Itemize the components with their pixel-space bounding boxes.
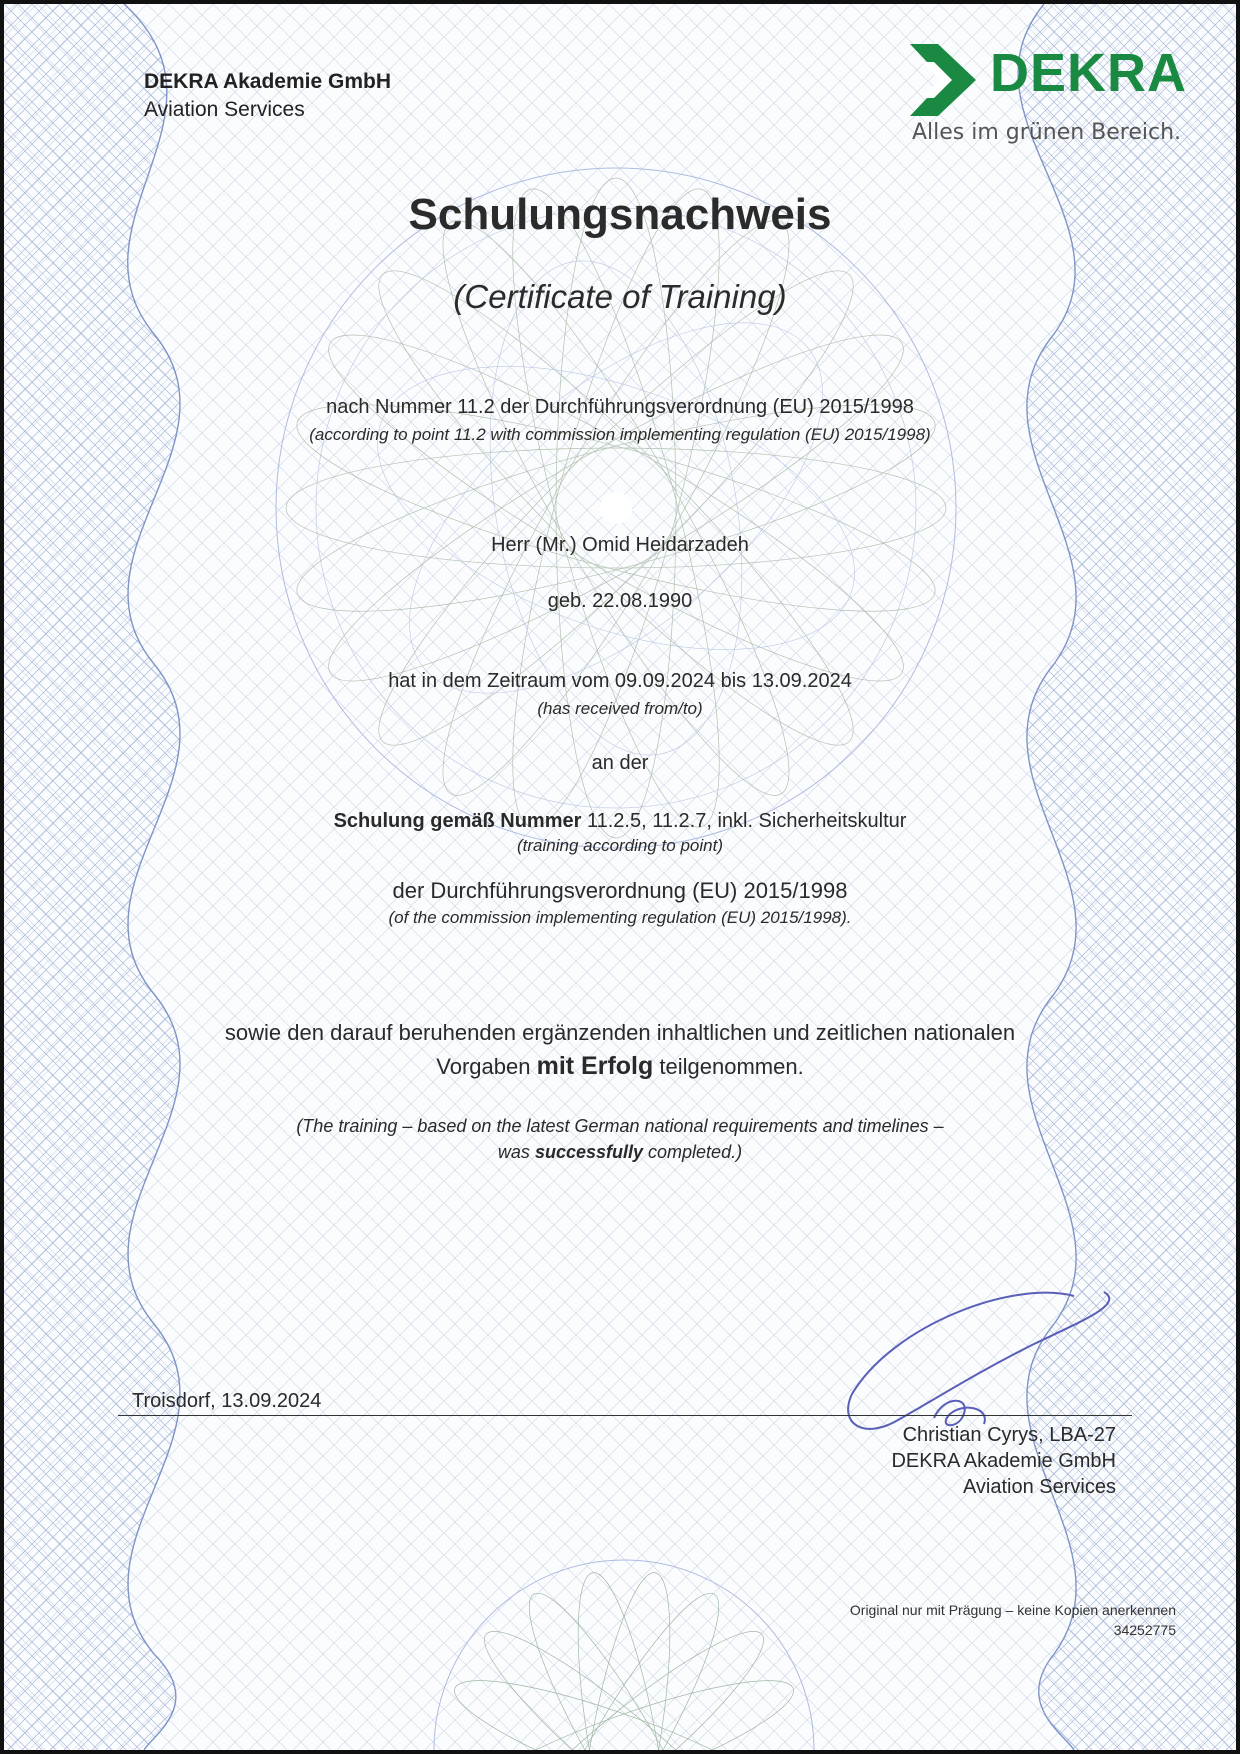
copy-note: Original nur mit Prägung – keine Kopien anerkennen: [849, 1602, 1176, 1618]
completion-en-line2: [4, 1142, 1236, 1163]
completion-en-pre: was: [497, 1142, 530, 1162]
completion-en-line1: (The training – based on the latest German national requirements and timelines –: [296, 1116, 944, 1136]
completion-line1: sowie den darauf beruhenden ergänzenden inhaltlichen und zeitlichen nationalen: [224, 1020, 1016, 1045]
signer-org: DEKRA Akademie GmbH: [891, 1450, 1116, 1472]
regulation2-en: (of the commission implementing regulation (EU) 2015/1998).: [388, 908, 852, 927]
signer-name: Christian Cyrys, LBA-27: [902, 1424, 1116, 1446]
signer-unit: Aviation Services: [962, 1476, 1116, 1498]
signature-rule: [118, 1415, 1132, 1416]
training-points: 11.2.5, 11.2.7, inkl. Sicherheitskultur: [586, 810, 907, 832]
dekra-wordmark: DEKRA: [990, 43, 1188, 103]
training-label: Schulung gemäß Nummer: [333, 810, 582, 832]
completion-en-bold: successfully: [534, 1142, 644, 1162]
dekra-slogan: Alles im grünen Bereich.: [912, 120, 1182, 145]
regulation-en: (according to point 11.2 with commission implementing regulation (EU) 2015/1998): [309, 425, 931, 444]
completion-post: teilgenommen.: [659, 1054, 804, 1079]
footer-note-block: [850, 1600, 1176, 1640]
training-en: (training according to point): [516, 836, 723, 855]
period-en: (has received from/to): [537, 699, 703, 718]
place-date: Troisdorf, 13.09.2024: [132, 1390, 322, 1412]
completion-pre: Vorgaben: [436, 1054, 531, 1079]
serial-number: 34252775: [1113, 1622, 1176, 1638]
certificate-subtitle: (Certificate of Training): [453, 278, 787, 315]
recipient-name: Herr (Mr.) Omid Heidarzadeh: [491, 534, 749, 556]
regulation-de: nach Nummer 11.2 der Durchführungsverordnung (EU) 2015/1998: [326, 396, 914, 418]
recipient-birth: geb. 22.08.1990: [547, 590, 693, 612]
period-de: hat in dem Zeitraum vom 09.09.2024 bis 13.09.2024: [388, 670, 852, 692]
training-line: [4, 810, 1236, 833]
dekra-arrow-icon: [908, 42, 978, 118]
certificate-title: Schulungsnachweis: [408, 190, 832, 239]
signer-block: [891, 1422, 1116, 1500]
completion-line2: [4, 1052, 1236, 1081]
completion-bold: mit Erfolg: [536, 1052, 654, 1080]
an-der-text: an der: [591, 752, 649, 774]
issuer-name: DEKRA Akademie GmbH: [144, 70, 391, 93]
regulation2-de: der Durchführungsverordnung (EU) 2015/1998: [392, 878, 848, 903]
completion-en-post: completed.): [648, 1142, 743, 1162]
issuer-unit: Aviation Services: [144, 98, 305, 121]
dekra-logo: [904, 38, 1186, 150]
